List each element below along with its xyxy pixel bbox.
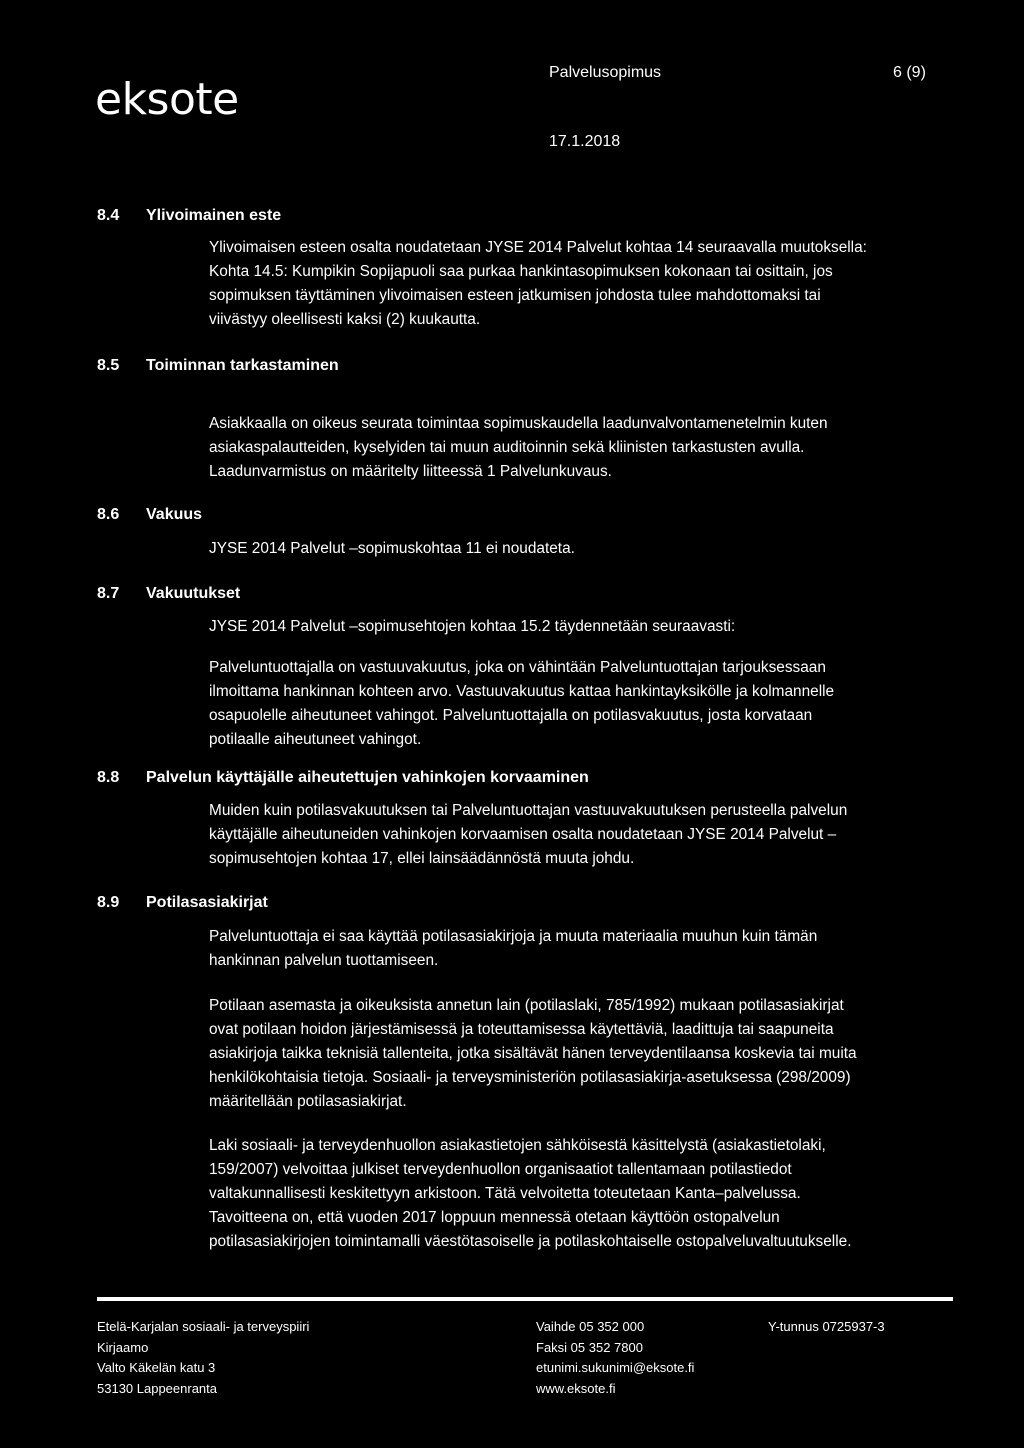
text-line: hankinnan palvelun tuottamiseen. bbox=[209, 952, 439, 969]
document-date: 17.1.2018 bbox=[549, 133, 621, 150]
text-line: 159/2007) velvoittaa julkiset terveydenhuollon organisaatiot tallentamaan potilastiedot bbox=[209, 1161, 792, 1178]
section-8-9-para-3 bbox=[209, 1134, 851, 1254]
section-title: Toiminnan tarkastaminen bbox=[146, 357, 339, 374]
section-number: 8.4 bbox=[97, 207, 120, 224]
footer-website: www.eksote.fi bbox=[536, 1380, 616, 1396]
footer-line: Y-tunnus 0725937-3 bbox=[768, 1319, 885, 1334]
text-line: osapuolelle aiheutuneet vahingot. Palveluntuottajalla on potilasvakuutus, josta korvataan bbox=[209, 707, 813, 724]
text-line: Tavoitteena on, että vuoden 2017 loppuun mennessä otetaan käyttöön ostopalvelun bbox=[209, 1209, 780, 1226]
document-title: Palvelusopimus bbox=[549, 64, 662, 81]
text-line: JYSE 2014 Palvelut –sopimuskohtaa 11 ei noudateta. bbox=[209, 540, 575, 557]
text-line: käyttäjälle aiheutuneiden vahinkojen korvaamisen osalta noudatetaan JYSE 2014 Palvelut – bbox=[209, 826, 837, 843]
section-8-8-body bbox=[209, 799, 847, 871]
text-line: sopimusehtojen kohtaa 17, ellei lainsäädännöstä muuta johdu. bbox=[209, 850, 635, 867]
section-8-7-body bbox=[209, 656, 834, 752]
text-line: asiakirjoja taikka teknisiä tallenteita, jotka sisältävät hänen terveydentilaansa koskevia tai muita bbox=[209, 1045, 857, 1062]
footer-fax: Faksi 05 352 7800 bbox=[536, 1339, 643, 1355]
eksote-logo: eksote bbox=[95, 74, 239, 125]
text-line: Asiakkaalla on oikeus seurata toimintaa sopimuskaudella laadunvalvontamenetelmin kuten bbox=[209, 415, 828, 432]
text-line: JYSE 2014 Palvelut –sopimusehtojen kohtaa 15.2 täydennetään seuraavasti: bbox=[209, 618, 736, 635]
section-title: Vakuutukset bbox=[146, 585, 241, 602]
section-title: Ylivoimainen este bbox=[146, 207, 282, 224]
footer-divider bbox=[97, 1297, 953, 1301]
text-line: ilmoittama hankinnan kohteen arvo. Vastuuvakuutus kattaa hankintayksikölle ja kolmannelle bbox=[209, 683, 835, 700]
text-line: sopimuksen täyttäminen ylivoimaisen esteen jatkumisen johdosta tulee mahdottomaksi tai bbox=[209, 287, 821, 304]
text-line: ovat potilaan hoidon järjestämisessä ja toteuttamisessa käytettäviä, laadittuja tai saapuneita bbox=[209, 1021, 834, 1038]
text-line: Laadunvarmistus on määritelty liitteessä 1 Palvelunkuvaus. bbox=[209, 463, 612, 480]
text-line: Potilaan asemasta ja oikeuksista annetun lain (potilaslaki, 785/1992) mukaan potilasasiakirjat bbox=[209, 997, 844, 1014]
section-8-9-para-2 bbox=[209, 994, 857, 1114]
section-number: 8.7 bbox=[97, 585, 120, 602]
section-number: 8.9 bbox=[97, 894, 120, 911]
footer-contact bbox=[536, 1317, 694, 1399]
section-8-5-body bbox=[209, 412, 828, 484]
section-title: Potilasasiakirjat bbox=[146, 894, 268, 911]
text-line: Kohta 14.5: Kumpikin Sopijapuoli saa purkaa hankintasopimuksen kokonaan tai osittain, jos bbox=[209, 263, 833, 280]
section-title: Palvelun käyttäjälle aiheutettujen vahinkojen korvaaminen bbox=[146, 769, 589, 786]
section-8-7-intro bbox=[209, 615, 735, 639]
footer-line: Valto Käkelän katu 3 bbox=[97, 1360, 216, 1375]
footer-line: Etelä-Karjalan sosiaali- ja terveyspiiri bbox=[97, 1319, 310, 1334]
section-8-9-para-1 bbox=[209, 925, 817, 973]
text-line: Palveluntuottajalla on vastuuvakuutus, joka on vähintään Palveluntuottajan tarjouksessaan bbox=[209, 659, 826, 676]
text-line: Palveluntuottaja ei saa käyttää potilasasiakirjoja ja muuta materiaalia muuhun kuin tämän bbox=[209, 928, 818, 945]
footer-business-id bbox=[768, 1317, 885, 1338]
text-line: Ylivoimaisen esteen osalta noudatetaan JYSE 2014 Palvelut kohtaa 14 seuraavalla muutoksella: bbox=[209, 239, 867, 256]
text-line: viivästyy oleellisesti kaksi (2) kuukautta. bbox=[209, 311, 481, 328]
section-8-6-body bbox=[209, 537, 575, 561]
section-number: 8.8 bbox=[97, 769, 120, 786]
section-number: 8.6 bbox=[97, 506, 120, 523]
text-line: valtakunnallisesti keskitettyyn arkistoon. Tätä velvoitetta toteutetaan Kanta–palvelussa. bbox=[209, 1185, 801, 1202]
footer-line: Kirjaamo bbox=[97, 1339, 149, 1355]
page-number: 6 (9) bbox=[893, 64, 926, 81]
text-line: Muiden kuin potilasvakuutuksen tai Palveluntuottajan vastuuvakuutuksen perusteella palvelun bbox=[209, 802, 848, 819]
text-line: määritellään potilasasiakirjat. bbox=[209, 1093, 407, 1110]
footer-address bbox=[97, 1317, 309, 1399]
footer-phone: Vaihde 05 352 000 bbox=[536, 1319, 645, 1334]
text-line: Laki sosiaali- ja terveydenhuollon asiakastietojen sähköisestä käsittelystä (asiakastietolaki, bbox=[209, 1137, 826, 1154]
section-title: Vakuus bbox=[146, 506, 203, 523]
text-line: potilaalle aiheutuneet vahingot. bbox=[209, 731, 422, 748]
text-line: potilasasiakirjojen toimintamalli väestötasoiselle ja potilaskohtaiselle ostopalveluvaltuutukselle. bbox=[209, 1233, 852, 1250]
section-number: 8.5 bbox=[97, 357, 120, 374]
footer-email: etunimi.sukunimi@eksote.fi bbox=[536, 1360, 695, 1375]
section-8-4-body bbox=[209, 236, 867, 332]
text-line: asiakaspalautteiden, kyselyiden tai muun auditoinnin sekä kliinisten tarkastusten avulla. bbox=[209, 439, 805, 456]
text-line: henkilökohtaisia tietoja. Sosiaali- ja terveysministeriön potilasasiakirja-asetuksessa (298/2009) bbox=[209, 1069, 851, 1086]
footer-line: 53130 Lappeenranta bbox=[97, 1380, 218, 1396]
